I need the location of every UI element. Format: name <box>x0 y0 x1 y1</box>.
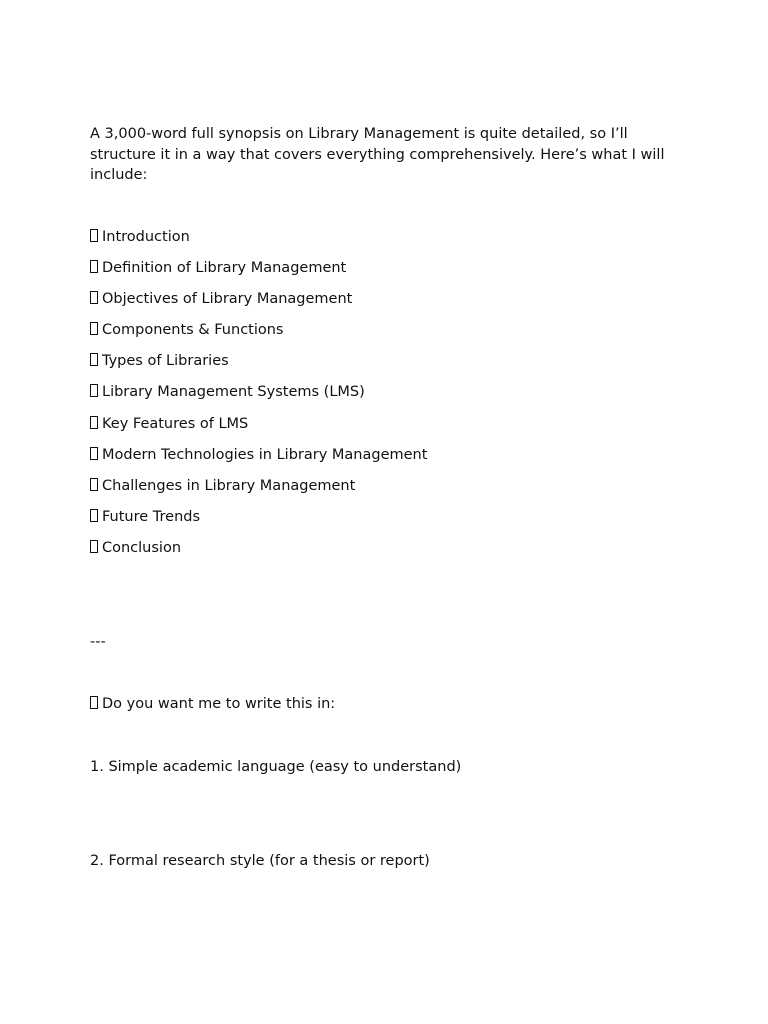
list-item-label: Conclusion <box>102 539 182 556</box>
list-item <box>90 538 427 569</box>
list-item-label: Objectives of Library Management <box>102 291 353 308</box>
list-item <box>90 414 427 445</box>
missing-glyph-icon <box>90 291 98 304</box>
list-item-label: Library Management Systems (LMS) <box>102 384 365 401</box>
missing-glyph-icon <box>90 416 98 429</box>
list-item <box>90 382 427 413</box>
list-item <box>90 445 427 476</box>
list-item-label: Key Features of LMS <box>102 415 249 432</box>
missing-glyph-icon <box>90 696 98 709</box>
list-item <box>90 227 427 258</box>
missing-glyph-icon <box>90 260 98 273</box>
list-item-label: Modern Technologies in Library Management <box>102 446 428 463</box>
contents-list <box>90 227 427 569</box>
missing-glyph-icon <box>90 540 98 553</box>
missing-glyph-icon <box>90 322 98 335</box>
missing-glyph-icon <box>90 509 98 522</box>
list-item <box>90 289 427 320</box>
list-item <box>90 476 427 507</box>
list-item-label: Types of Libraries <box>102 353 229 370</box>
list-item <box>90 351 427 382</box>
list-item <box>90 507 427 538</box>
list-item-label: Components & Functions <box>102 322 284 339</box>
list-item-label: Definition of Library Management <box>102 260 347 277</box>
question-line <box>90 694 335 714</box>
missing-glyph-icon <box>90 229 98 242</box>
list-item-label: Challenges in Library Management <box>102 477 356 494</box>
option-formal-research: 2. Formal research style (for a thesis or report) <box>90 853 430 869</box>
intro-paragraph: A 3,000-word full synopsis on Library Management is quite detailed, so I’ll structure it in a way that covers everything comprehensively. Here’s what I will include: <box>90 126 665 183</box>
list-item <box>90 258 427 289</box>
list-item-label: Introduction <box>102 229 190 245</box>
list-item <box>90 320 427 351</box>
divider-text: --- <box>90 634 106 650</box>
list-item-label: Future Trends <box>102 508 201 525</box>
option-simple-academic: 1. Simple academic language (easy to understand) <box>90 759 462 775</box>
question-text: Do you want me to write this in: <box>102 696 336 712</box>
missing-glyph-icon <box>90 353 98 366</box>
missing-glyph-icon <box>90 447 98 460</box>
missing-glyph-icon <box>90 384 98 397</box>
missing-glyph-icon <box>90 478 98 491</box>
